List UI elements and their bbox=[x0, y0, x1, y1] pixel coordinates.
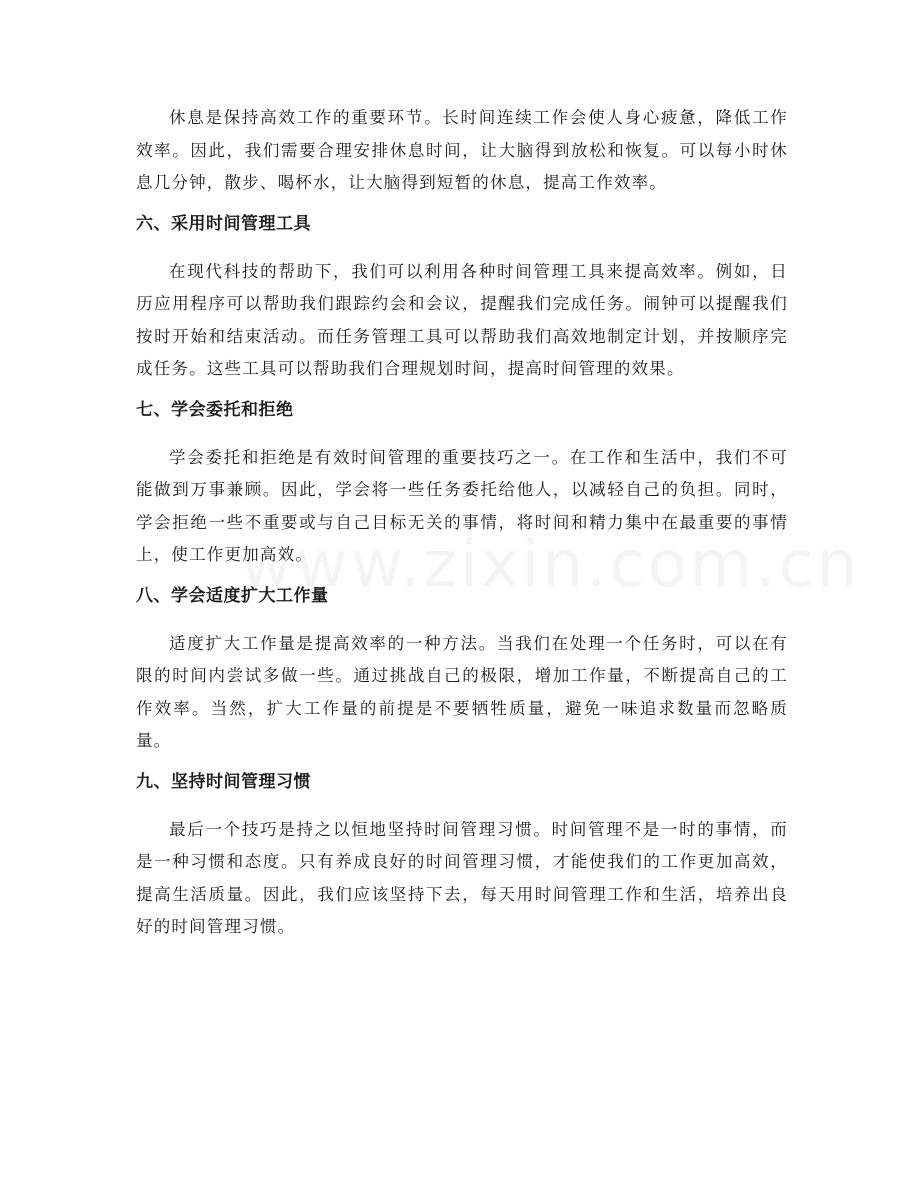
document-page bbox=[136, 102, 788, 944]
heading-section-7: 七、学会委托和拒绝 bbox=[136, 399, 294, 420]
heading-section-9: 九、坚持时间管理习惯 bbox=[136, 771, 311, 792]
paragraph-delegate: 学会委托和拒绝是有效时间管理的重要技巧之一。在工作和生活中，我们不可能做到万事兼顾。因此，学会将一些任务委托给他人，以减轻自己的负担。同时，学会拒绝一些不重要或与自己目标无关的事情，将时间和精力集中在最重要的事情上，使工作更加高效。 bbox=[136, 447, 788, 564]
paragraph-rest: 休息是保持高效工作的重要环节。长时间连续工作会使人身心疲惫，降低工作效率。因此，我们需要合理安排休息时间，让大脑得到放松和恢复。可以每小时休息几分钟，散步、喝杯水，让大脑得到短暂的休息，提高工作效率。 bbox=[136, 108, 788, 192]
heading-section-6: 六、采用时间管理工具 bbox=[136, 213, 311, 234]
paragraph-tools: 在现代科技的帮助下，我们可以利用各种时间管理工具来提高效率。例如，日历应用程序可以帮助我们跟踪约会和会议，提醒我们完成任务。闹钟可以提醒我们按时开始和结束活动。而任务管理工具可以帮助我们高效地制定计划，并按顺序完成任务。这些工具可以帮助我们合理规划时间，提高时间管理的效果。 bbox=[136, 261, 788, 378]
paragraph-habit: 最后一个技巧是持之以恒地坚持时间管理习惯。时间管理不是一时的事情，而是一种习惯和态度。只有养成良好的时间管理习惯，才能使我们的工作更加高效，提高生活质量。因此，我们应该坚持下去，每天用时间管理工作和生活，培养出良好的时间管理习惯。 bbox=[136, 819, 788, 936]
heading-section-8: 八、学会适度扩大工作量 bbox=[136, 585, 329, 606]
paragraph-workload: 适度扩大工作量是提高效率的一种方法。当我们在处理一个任务时，可以在有限的时间内尝试多做一些。通过挑战自己的极限，增加工作量，不断提高自己的工作效率。当然，扩大工作量的前提是不要牺牲质量，避免一味追求数量而忽略质量。 bbox=[136, 633, 788, 750]
